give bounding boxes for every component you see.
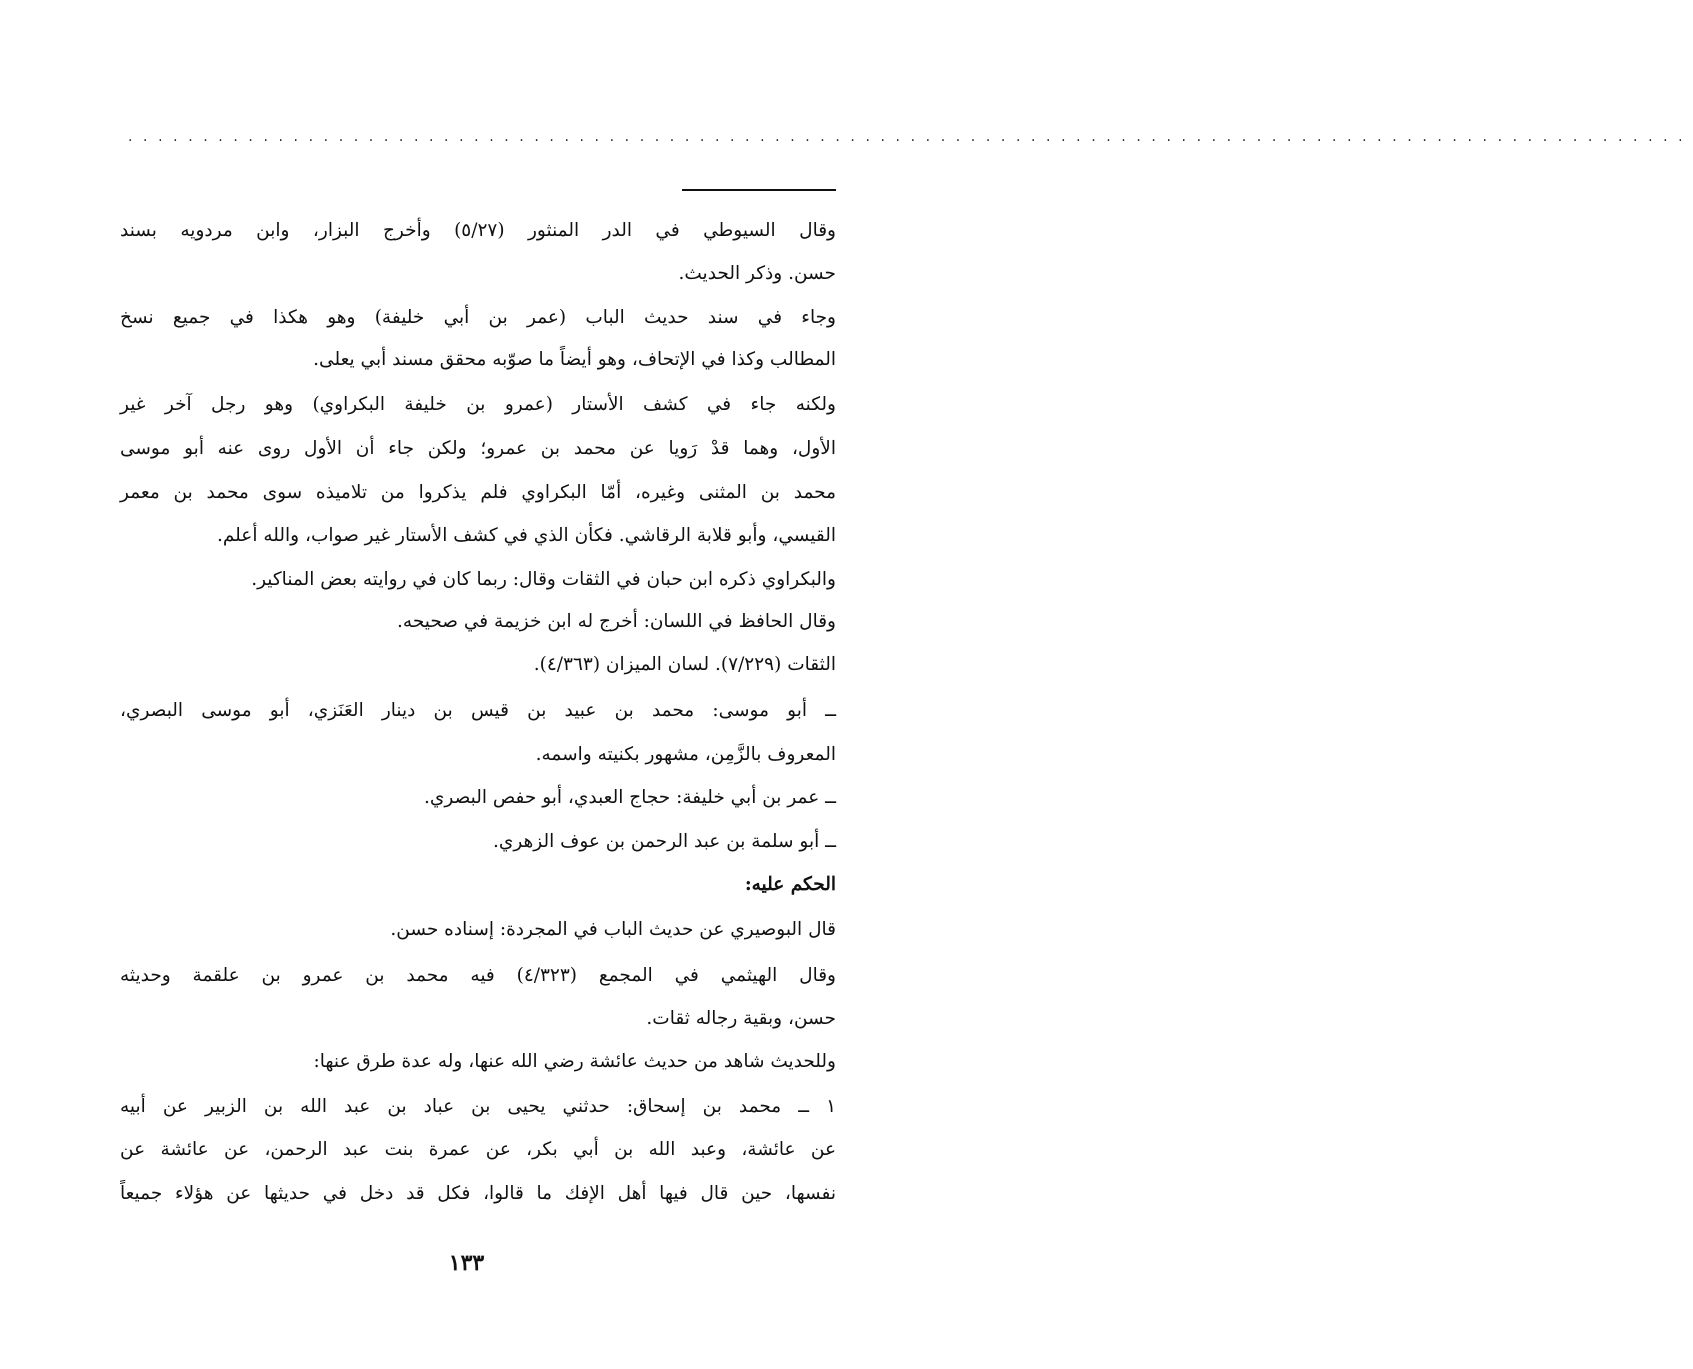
- text-line: محمد بن المثنى وغيره، أمّا البكراوي فلم يذكروا من تلاميذه سوى محمد بن معمر: [120, 482, 836, 503]
- text-line: المطالب وكذا في الإتحاف، وهو أيضاً ما صوّبه محقق مسند أبي يعلى.: [313, 349, 836, 370]
- top-dotted-separator: ........................................................................................................: [128, 129, 1693, 145]
- page-number: ١٣٣: [448, 1250, 485, 1276]
- text-line: حسن، وبقية رجاله ثقات.: [646, 1008, 836, 1029]
- text-line: نفسها، حين قال فيها أهل الإفك ما قالوا، فكل قد دخل في حديثها عن هؤلاء جميعاً: [120, 1183, 836, 1204]
- text-line: الأول، وهما قدْ رَويا عن محمد بن عمرو؛ ولكن جاء أن الأول روى عنه أبو موسى: [120, 438, 836, 459]
- text-line: المعروف بالزَّمِن، مشهور بكنيته واسمه.: [535, 744, 836, 765]
- text-line: وقال الهيثمي في المجمع (٤/٣٢٣) فيه محمد بن عمرو بن علقمة وحديثه: [120, 965, 836, 986]
- text-line: وقال السيوطي في الدر المنثور (٥/٢٧) وأخرج البزار، وابن مردويه بسند: [120, 220, 836, 241]
- text-line: وللحديث شاهد من حديث عائشة رضي الله عنها، وله عدة طرق عنها:: [313, 1051, 836, 1072]
- text-line: وقال الحافظ في اللسان: أخرج له ابن خزيمة في صحيحه.: [397, 611, 836, 632]
- text-line: ــ أبو سلمة بن عبد الرحمن بن عوف الزهري.: [492, 831, 836, 852]
- text-line: ولكنه جاء في كشف الأستار (عمرو بن خليفة البكراوي) وهو رجل آخر غير: [120, 394, 836, 415]
- text-line: ــ عمر بن أبي خليفة: حجاج العبدي، أبو حفص البصري.: [424, 787, 836, 808]
- text-line: قال البوصيري عن حديث الباب في المجردة: إسناده حسن.: [390, 919, 836, 940]
- text-line: عن عائشة، وعبد الله بن أبي بكر، عن عمرة بنت عبد الرحمن، عن عائشة عن: [120, 1139, 836, 1160]
- text-line: القيسي، وأبو قلابة الرقاشي. فكأن الذي في كشف الأستار غير صواب، والله أعلم.: [216, 525, 836, 546]
- text-line: حسن. وذكر الحديث.: [678, 263, 836, 284]
- text-line: وجاء في سند حديث الباب (عمر بن أبي خليفة) وهو هكذا في جميع نسخ: [120, 307, 836, 328]
- text-line: والبكراوي ذكره ابن حبان في الثقات وقال: ربما كان في روايته بعض المناكير.: [251, 569, 836, 590]
- text-line: ١ ــ محمد بن إسحاق: حدثني يحيى بن عباد بن عبد الله بن الزبير عن أبيه: [120, 1096, 836, 1117]
- footnote-rule: [682, 189, 836, 191]
- text-line: الثقات (٧/٢٢٩). لسان الميزان (٤/٣٦٣).: [533, 654, 836, 675]
- text-line: ــ أبو موسى: محمد بن عبيد بن قيس بن دينار العَنَزي، أبو موسى البصري،: [120, 700, 836, 721]
- section-heading: الحكم عليه:: [744, 874, 836, 895]
